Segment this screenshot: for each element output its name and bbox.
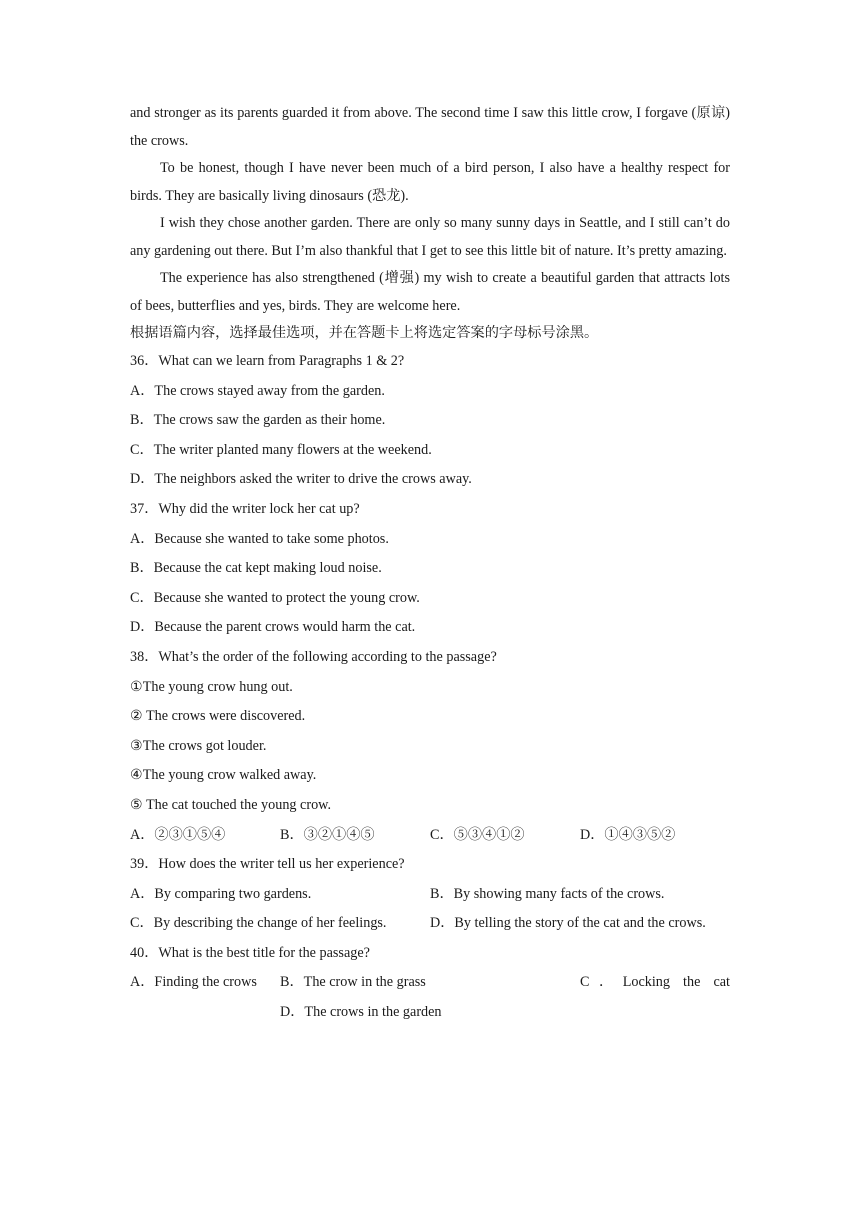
question-39-stem: 39．How does the writer tell us her experience? — [130, 856, 405, 873]
question-38-option-a: A．②③①⑤④ — [130, 826, 226, 843]
question-38-option-b: B．③②①④⑤ — [280, 826, 375, 843]
question-37-option-d: D．Because the parent crows would harm the cat. — [130, 619, 416, 636]
question-36-option-d: D．The neighbors asked the writer to drive the crows away. — [130, 471, 472, 488]
passage-paragraph: The experience has also strengthened (增强) my wish to create a beautiful garden that attracts lots of bees, butterflies and yes, birds. They are welcome here. — [130, 270, 730, 314]
question-39-option-b: B．By showing many facts of the crows. — [430, 885, 665, 902]
question-36-option-c: C．The writer planted many flowers at the weekend. — [130, 441, 432, 458]
question-39-option-a: A．By comparing two gardens. — [130, 885, 312, 902]
question-37-option-b: B．Because the cat kept making loud noise. — [130, 560, 382, 577]
question-40-options-row-1 — [130, 968, 730, 998]
question-38-event: ③The crows got louder. — [130, 737, 267, 754]
question-39-options-row-1 — [130, 880, 730, 910]
question-38-stem: 38．What’s the order of the following according to the passage? — [130, 648, 497, 665]
question-40-option-c: C．Locking the cat — [580, 974, 730, 991]
question-38-event: ④The young crow walked away. — [130, 767, 317, 784]
passage-paragraph: and stronger as its parents guarded it from above. The second time I saw this little crow, I forgave (原谅) the crows. — [130, 105, 730, 149]
question-40-option-a: A．Finding the crows — [130, 974, 257, 991]
question-36-stem: 36．What can we learn from Paragraphs 1 & 2? — [130, 353, 405, 369]
passage-paragraph: I wish they chose another garden. There are only so many sunny days in Seattle, and I still can’t do any gardening out there. But I’m also thankful that I get to see this little bit of nature. It’s pretty amazing. — [130, 215, 730, 259]
question-38-event: ⑤ The cat touched the young crow. — [130, 796, 332, 813]
instruction: 根据语篇内容，选择最佳选项，并在答题卡上将选定答案的字母标号涂黑。 — [130, 325, 599, 341]
question-37-stem: 37．Why did the writer lock her cat up? — [130, 500, 360, 517]
question-38-options — [130, 821, 730, 851]
question-40-stem: 40．What is the best title for the passage? — [130, 944, 370, 961]
question-40-option-d: D．The crows in the garden — [280, 1004, 442, 1021]
question-38-event: ①The young crow hung out. — [130, 678, 293, 695]
question-40-option-b: B．The crow in the grass — [280, 974, 426, 991]
question-36-option-b: B．The crows saw the garden as their home. — [130, 412, 386, 429]
question-37-option-a: A．Because she wanted to take some photos. — [130, 530, 389, 547]
question-38-option-d: D．①④③⑤② — [580, 826, 676, 843]
question-37-option-c: C．Because she wanted to protect the young crow. — [130, 589, 420, 606]
question-38-option-c: C．⑤③④①② — [430, 826, 525, 843]
question-38-event: ② The crows were discovered. — [130, 708, 306, 725]
question-40-options-row-2 — [130, 998, 730, 1028]
passage-paragraph: To be honest, though I have never been much of a bird person, I also have a healthy respect for birds. They are basically living dinosaurs (恐龙). — [130, 160, 730, 204]
question-39-options-row-2 — [130, 909, 730, 939]
question-36-option-a: A．The crows stayed away from the garden. — [130, 382, 385, 399]
question-39-option-c: C．By describing the change of her feelings. — [130, 915, 387, 932]
question-39-option-d: D．By telling the story of the cat and the crows. — [430, 915, 706, 932]
document-page — [130, 100, 730, 1028]
